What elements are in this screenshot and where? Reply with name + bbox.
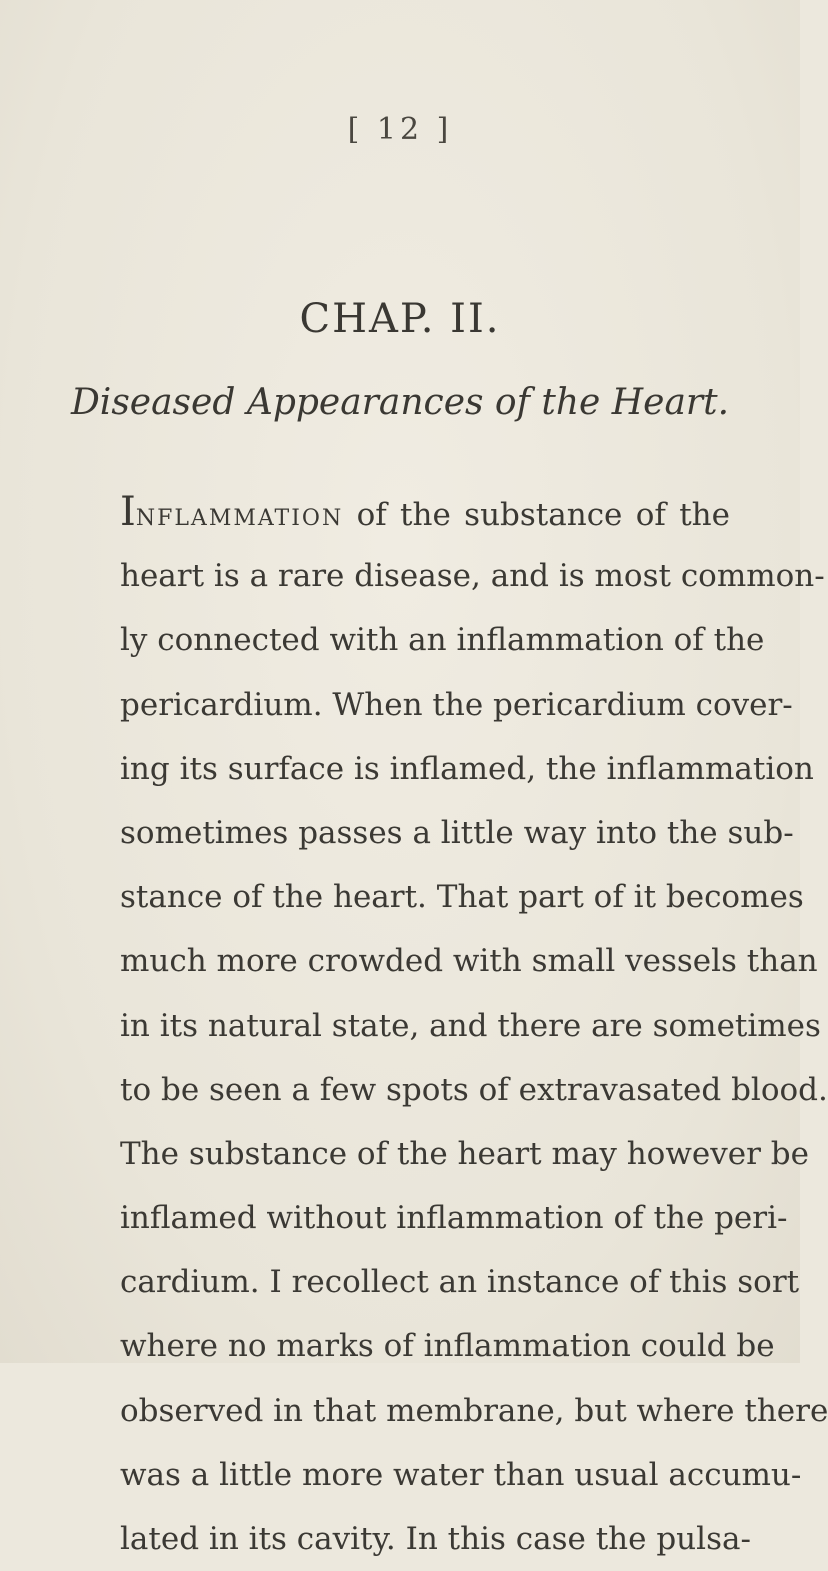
text-line: sometimes passes a little way into the sub- <box>120 814 794 851</box>
text-line: to be seen a few spots of extravasated blood. <box>120 1071 828 1108</box>
text-line: The substance of the heart may however be <box>120 1135 809 1172</box>
text-line: ing its surface is inflamed, the inflammation <box>120 750 814 787</box>
text-line: ly connected with an inflammation of the <box>120 622 765 659</box>
text-line: where no marks of inflammation could be <box>120 1328 775 1365</box>
text-line: lated in its cavity. In this case the pulsa- <box>120 1521 751 1557</box>
drop-initial: I <box>120 489 136 535</box>
text-line: inflamed without inflammation of the peri- <box>120 1200 788 1237</box>
text-line: stance of the heart. That part of it becomes <box>120 879 804 916</box>
text-line: heart is a rare disease, and is most common- <box>120 558 825 595</box>
smallcaps-word: NFLAMMATION <box>135 506 344 531</box>
chapter-title: Diseased Appearances of the Heart. <box>70 382 730 423</box>
chapter-heading: CHAP. II. <box>299 296 501 342</box>
body-text <box>120 480 828 1571</box>
text-line: pericardium. When the pericardium cover- <box>120 686 793 723</box>
text-line: much more crowded with small vessels than <box>120 943 818 980</box>
text-line: in its natural state, and there are sometimes <box>120 1007 821 1044</box>
first-line-rest: of the substance of the <box>343 497 730 533</box>
text-line: cardium. I recollect an instance of this sort <box>120 1264 800 1301</box>
text-line: was a little more water than usual accumu- <box>120 1456 802 1493</box>
text-line: observed in that membrane, but where there <box>120 1392 828 1429</box>
text-line <box>120 480 730 544</box>
page-number: [ 12 ] <box>347 112 453 147</box>
